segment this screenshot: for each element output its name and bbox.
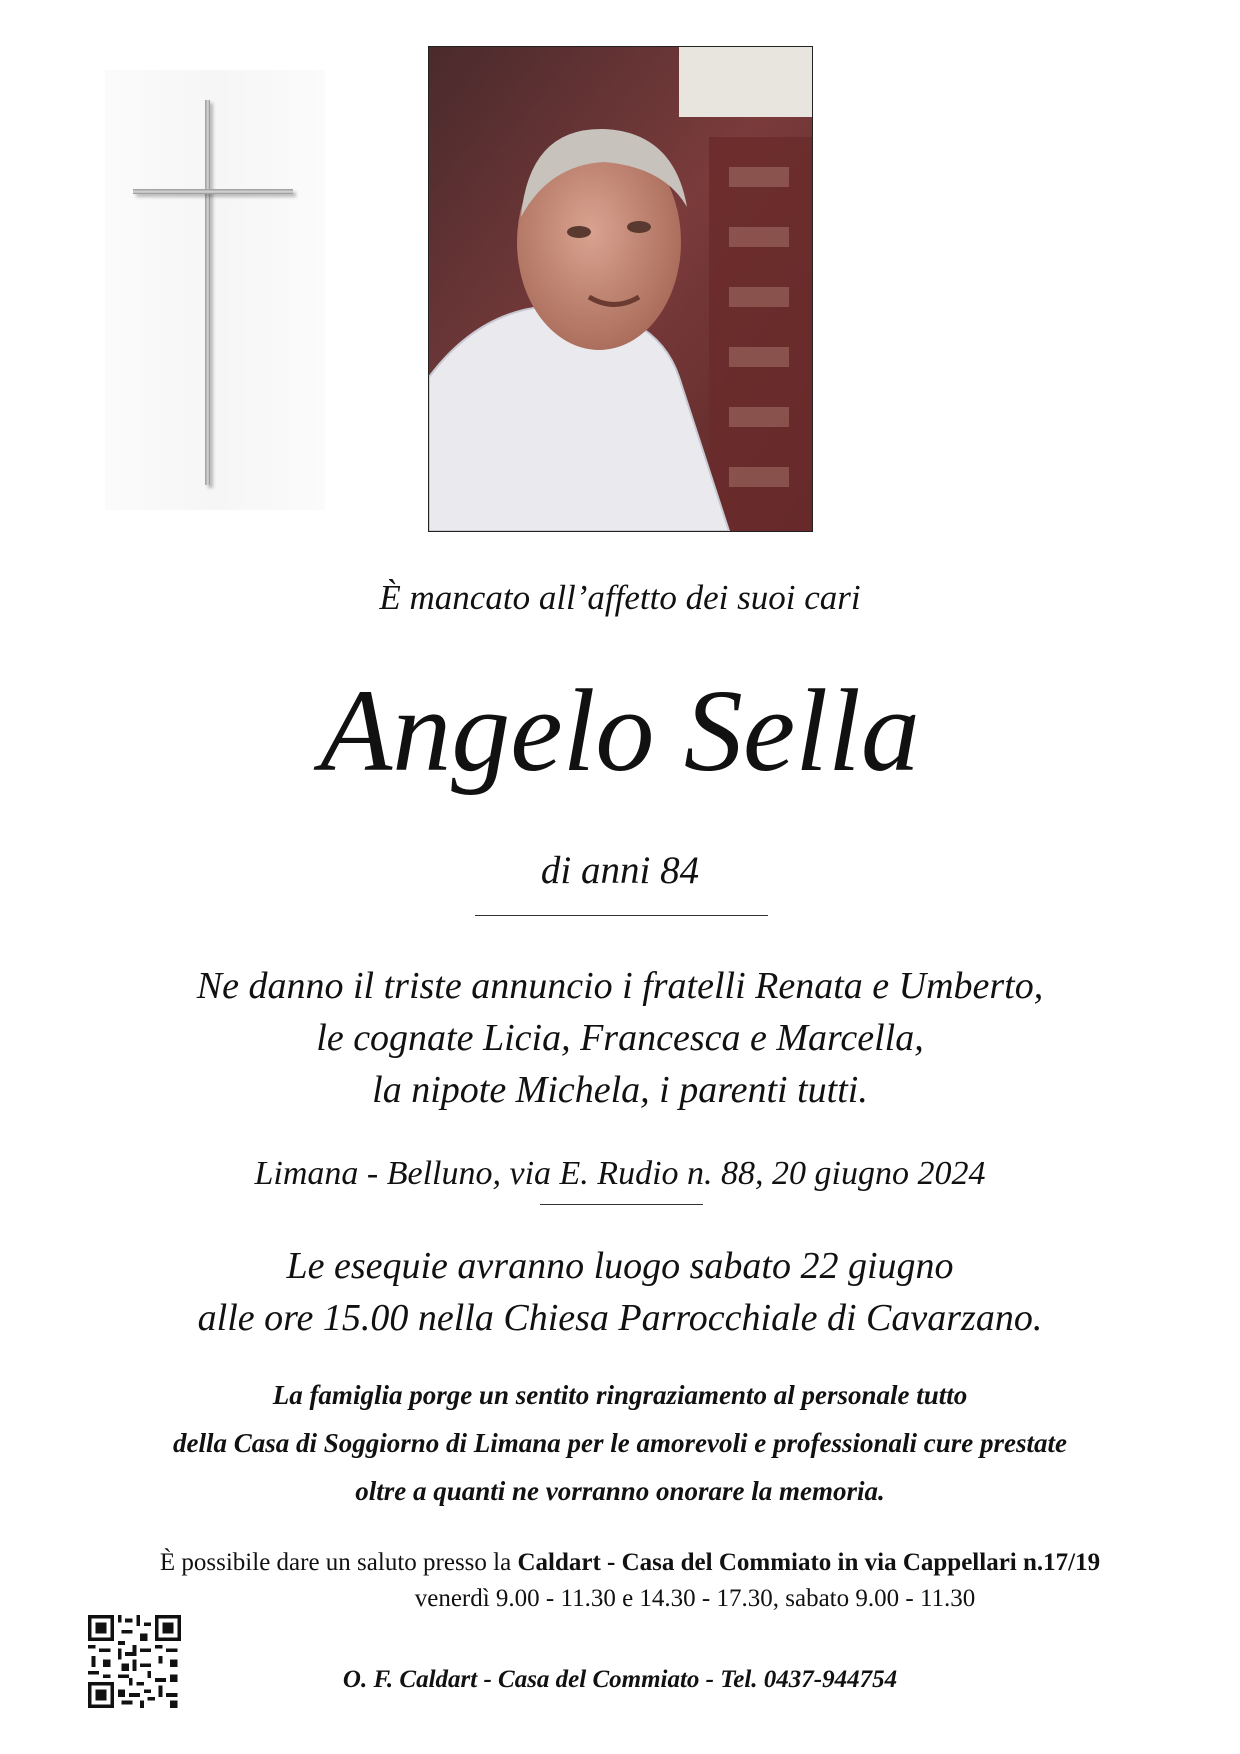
place-date: Limana - Belluno, via E. Rudio n. 88, 20 giugno 2024 bbox=[254, 1155, 986, 1192]
cross-icon bbox=[205, 100, 210, 485]
thanks-line: della Casa di Soggiorno di Limana per le amorevoli e professionali cure prestate bbox=[173, 1428, 1067, 1458]
cross-background bbox=[105, 70, 325, 510]
qr-code-icon[interactable] bbox=[88, 1615, 181, 1708]
family-line: la nipote Michela, i parenti tutti. bbox=[372, 1069, 868, 1111]
divider-line bbox=[540, 1204, 703, 1205]
deceased-name: Angelo Sella bbox=[320, 665, 920, 796]
portrait-photo bbox=[428, 46, 813, 532]
visit-place: Caldart - Casa del Commiato in via Cappellari n.17/19 bbox=[517, 1549, 1101, 1576]
family-line: le cognate Licia, Francesca e Marcella, bbox=[316, 1017, 924, 1059]
funeral-home-footer: O. F. Caldart - Casa del Commiato - Tel. 0437-944754 bbox=[342, 1666, 898, 1693]
family-line: Ne danno il triste annuncio i fratelli Renata e Umberto, bbox=[196, 965, 1044, 1007]
thanks-line: oltre a quanti ne vorranno onorare la memoria. bbox=[355, 1476, 885, 1506]
divider-line bbox=[475, 915, 768, 916]
thanks-line: La famiglia porge un sentito ringraziamento al personale tutto bbox=[272, 1380, 968, 1410]
funeral-line: Le esequie avranno luogo sabato 22 giugno bbox=[286, 1245, 954, 1287]
intro-text: È mancato all’affetto dei suoi cari bbox=[379, 578, 861, 617]
cross-icon-bar bbox=[133, 189, 293, 194]
visit-hours: venerdì 9.00 - 11.30 e 14.30 - 17.30, sabato 9.00 - 11.30 bbox=[414, 1585, 976, 1612]
age-text: di anni 84 bbox=[540, 849, 700, 892]
visit-prefix: È possibile dare un saluto presso la bbox=[159, 1549, 518, 1576]
funeral-line: alle ore 15.00 nella Chiesa Parrocchiale di Cavarzano. bbox=[197, 1297, 1043, 1339]
visit-info bbox=[70, 1549, 1190, 1577]
